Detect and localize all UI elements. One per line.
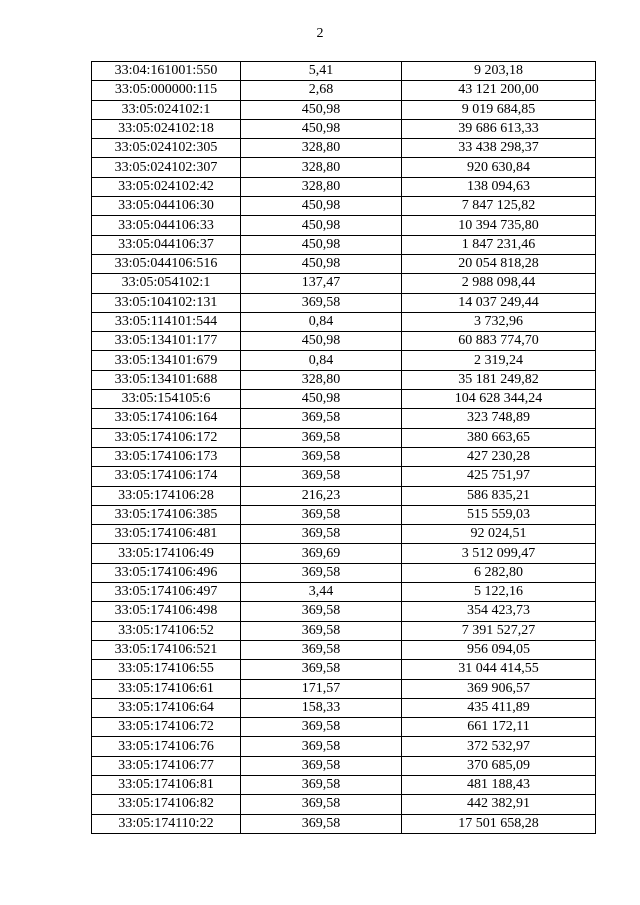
value-cell: 138 094,63 [402, 177, 596, 196]
rate-cell: 369,58 [241, 602, 402, 621]
cadastral-number-cell: 33:05:114101:544 [92, 312, 241, 331]
value-cell: 515 559,03 [402, 505, 596, 524]
value-cell: 3 732,96 [402, 312, 596, 331]
value-cell: 481 188,43 [402, 775, 596, 794]
value-cell: 6 282,80 [402, 563, 596, 582]
table-row [92, 139, 596, 158]
cadastral-number-cell: 33:05:044106:33 [92, 216, 241, 235]
table-row [92, 814, 596, 833]
cadastral-number-cell: 33:05:134101:679 [92, 351, 241, 370]
value-cell: 20 054 818,28 [402, 254, 596, 273]
value-cell: 1 847 231,46 [402, 235, 596, 254]
cadastral-number-cell: 33:05:104102:131 [92, 293, 241, 312]
value-cell: 60 883 774,70 [402, 332, 596, 351]
table-row [92, 274, 596, 293]
value-cell: 104 628 344,24 [402, 390, 596, 409]
rate-cell: 450,98 [241, 100, 402, 119]
page-number: 2 [316, 26, 324, 41]
rate-cell: 369,58 [241, 563, 402, 582]
value-cell: 3 512 099,47 [402, 544, 596, 563]
rate-cell: 328,80 [241, 370, 402, 389]
cadastral-number-cell: 33:05:174110:22 [92, 814, 241, 833]
value-cell: 370 685,09 [402, 756, 596, 775]
rate-cell: 5,41 [241, 62, 402, 81]
rate-cell: 0,84 [241, 351, 402, 370]
rate-cell: 369,58 [241, 795, 402, 814]
value-cell: 9 019 684,85 [402, 100, 596, 119]
value-cell: 10 394 735,80 [402, 216, 596, 235]
rate-cell: 0,84 [241, 312, 402, 331]
cadastral-number-cell: 33:05:174106:77 [92, 756, 241, 775]
table-row [92, 293, 596, 312]
table-row [92, 775, 596, 794]
table-row [92, 332, 596, 351]
rate-cell: 450,98 [241, 235, 402, 254]
value-cell: 2 988 098,44 [402, 274, 596, 293]
value-cell: 39 686 613,33 [402, 119, 596, 138]
table-row [92, 602, 596, 621]
cadastral-number-cell: 33:05:174106:174 [92, 467, 241, 486]
cadastral-value-table [91, 61, 596, 834]
cadastral-number-cell: 33:05:174106:173 [92, 447, 241, 466]
rate-cell: 369,58 [241, 447, 402, 466]
rate-cell: 369,58 [241, 467, 402, 486]
rate-cell: 171,57 [241, 679, 402, 698]
table-row [92, 544, 596, 563]
rate-cell: 369,69 [241, 544, 402, 563]
rate-cell: 137,47 [241, 274, 402, 293]
rate-cell: 369,58 [241, 505, 402, 524]
value-cell: 920 630,84 [402, 158, 596, 177]
cadastral-number-cell: 33:05:054102:1 [92, 274, 241, 293]
table-row [92, 216, 596, 235]
table-row [92, 370, 596, 389]
table-row [92, 100, 596, 119]
table-row [92, 351, 596, 370]
rate-cell: 158,33 [241, 698, 402, 717]
rate-cell: 369,58 [241, 621, 402, 640]
table-row [92, 447, 596, 466]
rate-cell: 369,58 [241, 814, 402, 833]
cadastral-number-cell: 33:05:044106:37 [92, 235, 241, 254]
value-cell: 17 501 658,28 [402, 814, 596, 833]
table-row [92, 718, 596, 737]
table-row [92, 640, 596, 659]
table-row [92, 660, 596, 679]
rate-cell: 369,58 [241, 428, 402, 447]
value-cell: 31 044 414,55 [402, 660, 596, 679]
value-cell: 442 382,91 [402, 795, 596, 814]
rate-cell: 369,58 [241, 409, 402, 428]
cadastral-number-cell: 33:05:024102:307 [92, 158, 241, 177]
table-row [92, 505, 596, 524]
table-row [92, 486, 596, 505]
table-row [92, 235, 596, 254]
value-cell: 586 835,21 [402, 486, 596, 505]
rate-cell: 369,58 [241, 718, 402, 737]
cadastral-number-cell: 33:05:174106:52 [92, 621, 241, 640]
cadastral-number-cell: 33:05:174106:72 [92, 718, 241, 737]
value-cell: 33 438 298,37 [402, 139, 596, 158]
value-cell: 5 122,16 [402, 583, 596, 602]
rate-cell: 369,58 [241, 293, 402, 312]
value-cell: 427 230,28 [402, 447, 596, 466]
cadastral-number-cell: 33:05:174106:385 [92, 505, 241, 524]
value-cell: 435 411,89 [402, 698, 596, 717]
rate-cell: 328,80 [241, 139, 402, 158]
rate-cell: 369,58 [241, 525, 402, 544]
table-row [92, 525, 596, 544]
cadastral-number-cell: 33:05:024102:42 [92, 177, 241, 196]
cadastral-number-cell: 33:05:174106:49 [92, 544, 241, 563]
cadastral-number-cell: 33:04:161001:550 [92, 62, 241, 81]
value-cell: 7 847 125,82 [402, 197, 596, 216]
table-row [92, 467, 596, 486]
cadastral-number-cell: 33:05:174106:28 [92, 486, 241, 505]
value-cell: 380 663,65 [402, 428, 596, 447]
value-cell: 43 121 200,00 [402, 81, 596, 100]
cadastral-number-cell: 33:05:174106:481 [92, 525, 241, 544]
value-cell: 369 906,57 [402, 679, 596, 698]
value-cell: 661 172,11 [402, 718, 596, 737]
cadastral-number-cell: 33:05:174106:496 [92, 563, 241, 582]
value-cell: 35 181 249,82 [402, 370, 596, 389]
cadastral-number-cell: 33:05:174106:498 [92, 602, 241, 621]
rate-cell: 369,58 [241, 737, 402, 756]
cadastral-number-cell: 33:05:134101:688 [92, 370, 241, 389]
cadastral-number-cell: 33:05:044106:516 [92, 254, 241, 273]
cadastral-number-cell: 33:05:174106:55 [92, 660, 241, 679]
table-row [92, 62, 596, 81]
table-row [92, 698, 596, 717]
rate-cell: 216,23 [241, 486, 402, 505]
rate-cell: 3,44 [241, 583, 402, 602]
cadastral-number-cell: 33:05:000000:115 [92, 81, 241, 100]
cadastral-number-cell: 33:05:024102:18 [92, 119, 241, 138]
value-cell: 92 024,51 [402, 525, 596, 544]
value-cell: 354 423,73 [402, 602, 596, 621]
table-row [92, 795, 596, 814]
table-row [92, 390, 596, 409]
rate-cell: 369,58 [241, 756, 402, 775]
cadastral-number-cell: 33:05:174106:81 [92, 775, 241, 794]
rate-cell: 369,58 [241, 660, 402, 679]
cadastral-number-cell: 33:05:174106:164 [92, 409, 241, 428]
cadastral-number-cell: 33:05:174106:82 [92, 795, 241, 814]
cadastral-number-cell: 33:05:134101:177 [92, 332, 241, 351]
table-row [92, 679, 596, 698]
table-row [92, 81, 596, 100]
rate-cell: 450,98 [241, 332, 402, 351]
table-row [92, 756, 596, 775]
table-row [92, 312, 596, 331]
cadastral-number-cell: 33:05:154105:6 [92, 390, 241, 409]
value-cell: 323 748,89 [402, 409, 596, 428]
rate-cell: 450,98 [241, 216, 402, 235]
cadastral-number-cell: 33:05:174106:497 [92, 583, 241, 602]
cadastral-number-cell: 33:05:174106:521 [92, 640, 241, 659]
table-row [92, 197, 596, 216]
cadastral-number-cell: 33:05:044106:30 [92, 197, 241, 216]
table-row [92, 428, 596, 447]
cadastral-number-cell: 33:05:024102:305 [92, 139, 241, 158]
table-row [92, 158, 596, 177]
rate-cell: 450,98 [241, 390, 402, 409]
rate-cell: 450,98 [241, 119, 402, 138]
value-cell: 956 094,05 [402, 640, 596, 659]
rate-cell: 369,58 [241, 640, 402, 659]
value-cell: 7 391 527,27 [402, 621, 596, 640]
table-row [92, 177, 596, 196]
value-cell: 425 751,97 [402, 467, 596, 486]
rate-cell: 450,98 [241, 254, 402, 273]
value-cell: 2 319,24 [402, 351, 596, 370]
table-row [92, 737, 596, 756]
cadastral-number-cell: 33:05:174106:172 [92, 428, 241, 447]
rate-cell: 369,58 [241, 775, 402, 794]
table-body [92, 62, 596, 834]
rate-cell: 450,98 [241, 197, 402, 216]
rate-cell: 328,80 [241, 177, 402, 196]
cadastral-number-cell: 33:05:174106:64 [92, 698, 241, 717]
cadastral-number-cell: 33:05:174106:76 [92, 737, 241, 756]
cadastral-number-cell: 33:05:174106:61 [92, 679, 241, 698]
table-row [92, 621, 596, 640]
rate-cell: 328,80 [241, 158, 402, 177]
table-row [92, 563, 596, 582]
cadastral-number-cell: 33:05:024102:1 [92, 100, 241, 119]
table-row [92, 583, 596, 602]
rate-cell: 2,68 [241, 81, 402, 100]
value-cell: 9 203,18 [402, 62, 596, 81]
table-row [92, 119, 596, 138]
value-cell: 14 037 249,44 [402, 293, 596, 312]
value-cell: 372 532,97 [402, 737, 596, 756]
table-row [92, 254, 596, 273]
table-row [92, 409, 596, 428]
